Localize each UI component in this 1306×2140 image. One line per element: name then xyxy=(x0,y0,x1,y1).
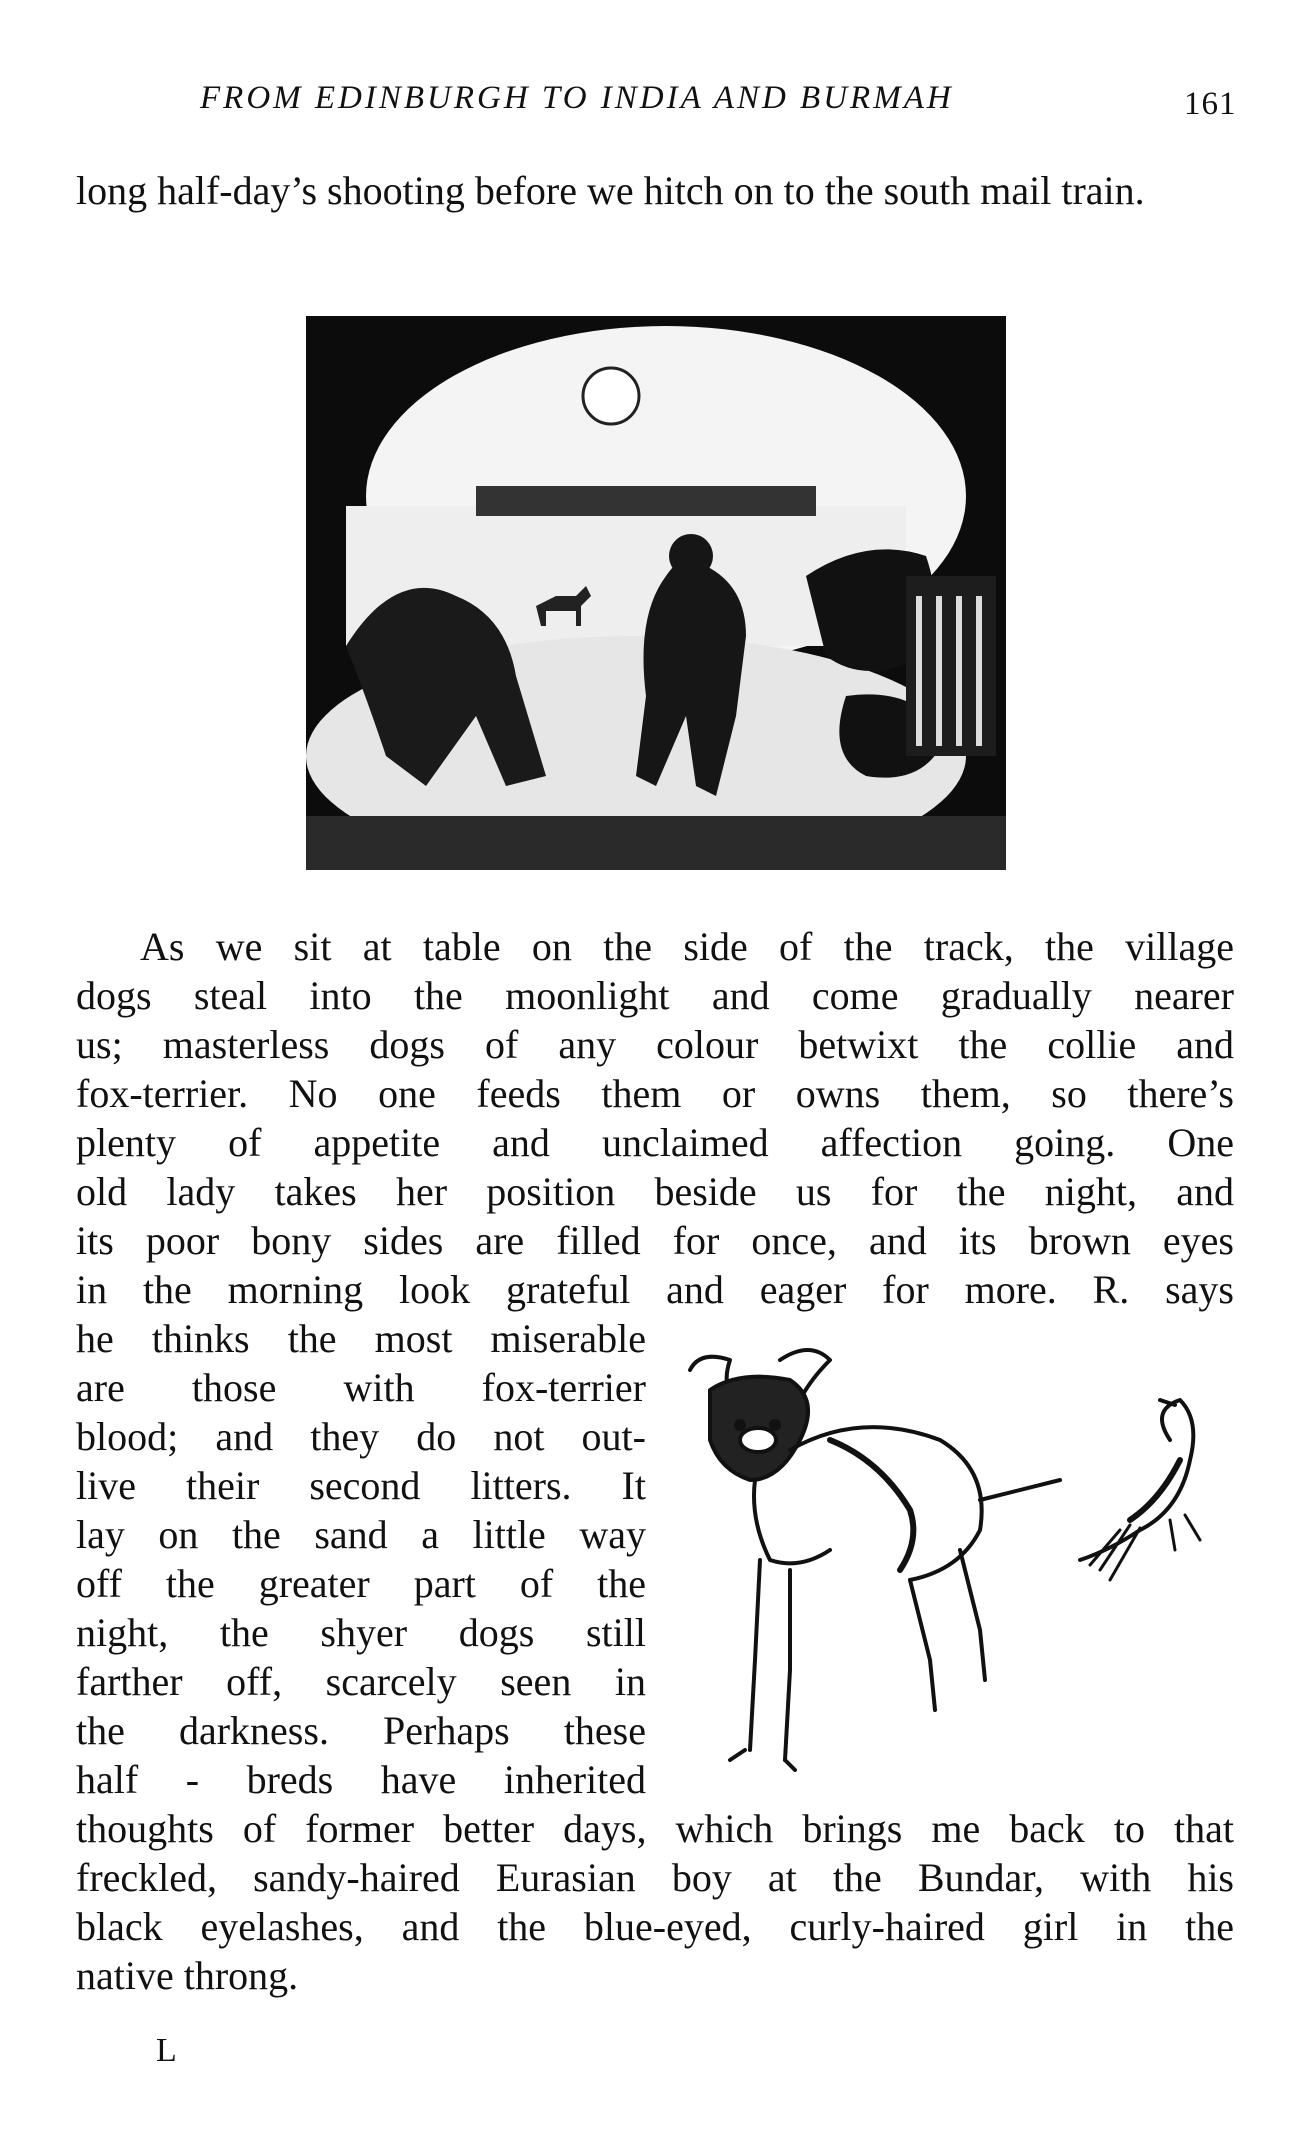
text-line: half - breds have inherited xyxy=(76,1757,646,1802)
text-line: thoughts of former better days, which brings me back to that xyxy=(76,1806,1234,1851)
paragraph-continued: long half-day’s shooting before we hitch on to the south mail train. xyxy=(76,168,1145,213)
text-line: live their second litters. It xyxy=(76,1463,646,1508)
text-line: us; masterless dogs of any colour betwixt the collie and xyxy=(76,1022,1234,1067)
dog-and-crow-sketch xyxy=(660,1330,1230,1810)
text-line: native throng. xyxy=(76,1953,299,1998)
text-line: plenty of appetite and unclaimed affection going. One xyxy=(76,1120,1234,1165)
text-line: are those with fox-terrier xyxy=(76,1365,646,1410)
text-line: lay on the sand a little way xyxy=(76,1512,646,1557)
text-line: he thinks the most miserable xyxy=(76,1316,646,1361)
signature-mark: L xyxy=(156,2032,177,2069)
text-line: fox-terrier. No one feeds them or owns them, so there’s xyxy=(76,1071,1234,1116)
running-header: FROM EDINBURGH TO INDIA AND BURMAH xyxy=(200,80,954,116)
text-line: off the greater part of the xyxy=(76,1561,646,1606)
moonlit-night-scene-illustration xyxy=(306,316,1006,870)
text-line: its poor bony sides are filled for once, and its brown eyes xyxy=(76,1218,1234,1263)
text-line: As we sit at table on the side of the track, the village xyxy=(140,924,1234,969)
text-line: dogs steal into the moonlight and come gradually nearer xyxy=(76,973,1234,1018)
text-line: night, the shyer dogs still xyxy=(76,1610,646,1655)
page-number: 161 xyxy=(1184,86,1237,122)
text-line: old lady takes her position beside us for the night, and xyxy=(76,1169,1234,1214)
text-line: in the morning look grateful and eager for more. R. says xyxy=(76,1267,1234,1312)
text-line: black eyelashes, and the blue-eyed, curly-haired girl in the xyxy=(76,1904,1234,1949)
text-line: farther off, scarcely seen in xyxy=(76,1659,646,1704)
text-line: freckled, sandy-haired Eurasian boy at the Bundar, with his xyxy=(76,1855,1234,1900)
text-line: the darkness. Perhaps these xyxy=(76,1708,646,1753)
text-line: blood; and they do not out- xyxy=(76,1414,646,1459)
